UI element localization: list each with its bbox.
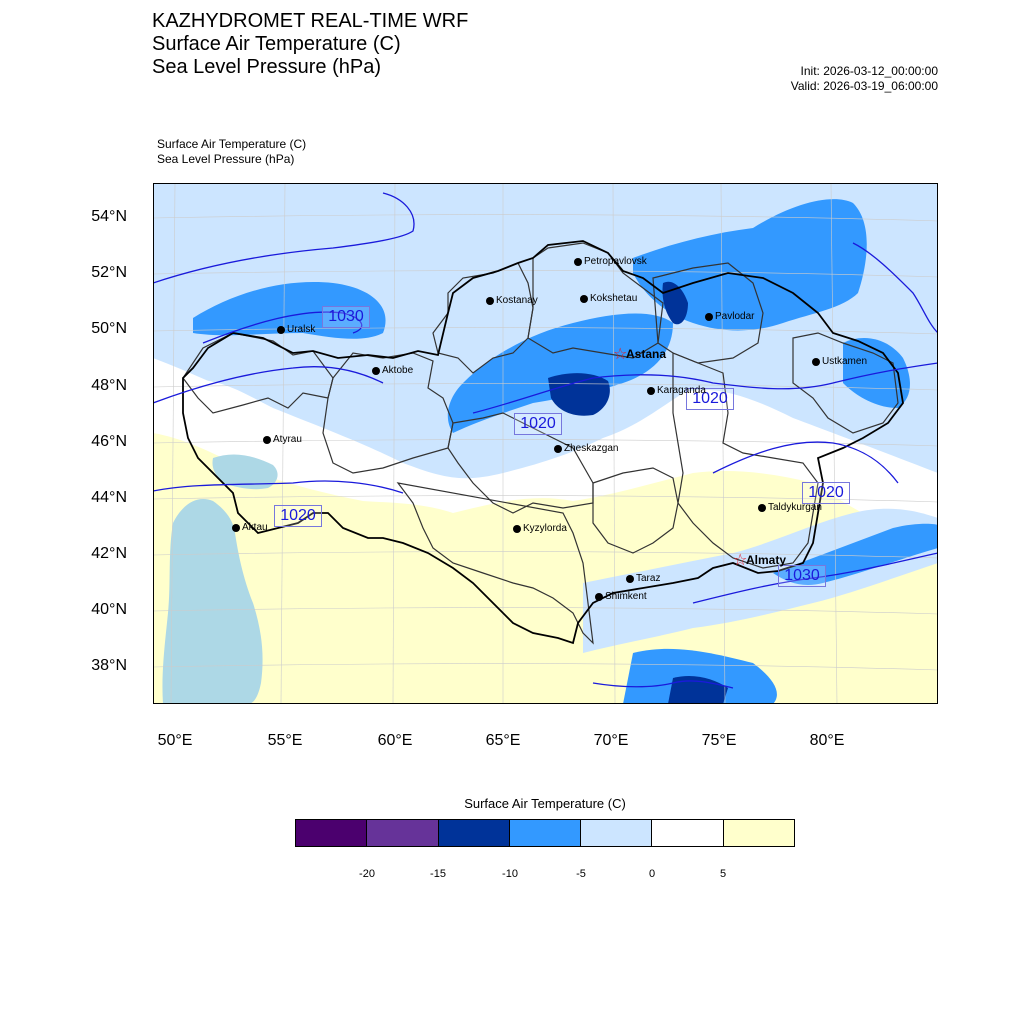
city-label: Taldykurgan <box>768 502 822 513</box>
lon-label-70e: 70°E <box>593 732 629 749</box>
colorbar <box>295 819 795 847</box>
city-dot-marker <box>758 504 766 512</box>
temperature-map <box>153 183 938 704</box>
lat-label-46n: 46°N <box>91 433 127 450</box>
colorbar-tick-label: -5 <box>576 868 586 880</box>
city-label: Shimkent <box>605 591 647 602</box>
isobar-label: 1020 <box>686 388 734 410</box>
city-dot-marker <box>595 593 603 601</box>
isobar-label: 1020 <box>274 505 322 527</box>
colorbar-tick-label: 0 <box>648 868 656 880</box>
colorbar-tick-label: -10 <box>502 868 518 880</box>
city-label: Taraz <box>636 573 661 584</box>
lat-label-42n: 42°N <box>91 545 127 562</box>
city-dot-marker <box>580 295 588 303</box>
city-label: Atyrau <box>273 434 302 445</box>
main-title-line-2: Surface Air Temperature (C) <box>152 33 401 55</box>
city-star-marker: ☆ <box>733 550 748 569</box>
lat-label-48n: 48°N <box>91 377 127 394</box>
city-dot-marker <box>574 258 582 266</box>
city-dot-marker <box>812 358 820 366</box>
lon-label-60e: 60°E <box>377 732 413 749</box>
main-title-line-1: KAZHYDROMET REAL-TIME WRF <box>152 10 469 32</box>
colorbar-swatch <box>652 820 723 846</box>
city-label: Petropavlovsk <box>584 256 647 267</box>
city-dot-marker <box>513 525 521 533</box>
colorbar-swatch <box>439 820 510 846</box>
colorbar-swatch <box>510 820 581 846</box>
lon-label-50e: 50°E <box>157 732 193 749</box>
lat-label-54n: 54°N <box>91 208 127 225</box>
city-label: Zheskazgan <box>564 443 619 454</box>
isobar-label: 1030 <box>778 565 826 587</box>
isobar-label: 1020 <box>514 413 562 435</box>
city-dot-marker <box>647 387 655 395</box>
isobar-label: 1030 <box>322 306 370 328</box>
colorbar-tick-label: -20 <box>359 868 375 880</box>
colorbar-swatch <box>296 820 367 846</box>
city-label: Aktau <box>242 522 268 533</box>
isobar-label: 1020 <box>802 482 850 504</box>
city-label: Ustkamen <box>822 356 868 367</box>
colorbar-swatch <box>724 820 794 846</box>
city-label: Astana <box>626 347 667 361</box>
city-dot-marker <box>263 436 271 444</box>
city-dot-marker <box>626 575 634 583</box>
colorbar-swatch <box>367 820 438 846</box>
lon-label-75e: 75°E <box>701 732 737 749</box>
init-time: Init: 2026-03-12_00:00:00 <box>800 64 938 78</box>
lat-label-40n: 40°N <box>91 601 127 618</box>
city-label: Pavlodar <box>715 311 755 322</box>
lat-label-44n: 44°N <box>91 489 127 506</box>
city-label: Kyzylorda <box>523 523 567 534</box>
city-label: Almaty <box>746 553 787 567</box>
city-star-marker: ☆ <box>613 344 628 363</box>
colorbar-swatch <box>581 820 652 846</box>
city-dot-marker <box>372 367 380 375</box>
lat-label-52n: 52°N <box>91 264 127 281</box>
lat-label-50n: 50°N <box>91 320 127 337</box>
city-dot-marker <box>705 313 713 321</box>
valid-time: Valid: 2026-03-19_06:00:00 <box>790 79 938 93</box>
colorbar-tick-label: 5 <box>719 868 727 880</box>
plot-subtitle-line-2: Sea Level Pressure (hPa) <box>157 152 295 166</box>
city-dot-marker <box>486 297 494 305</box>
city-dot-marker <box>277 326 285 334</box>
lat-label-38n: 38°N <box>91 657 127 674</box>
city-label: Kostanay <box>496 295 538 306</box>
city-label: Uralsk <box>287 324 316 335</box>
colorbar-tick-label: -15 <box>430 868 446 880</box>
city-label: Kokshetau <box>590 293 638 304</box>
lon-label-80e: 80°E <box>809 732 845 749</box>
city-dot-marker <box>232 524 240 532</box>
city-dot-marker <box>554 445 562 453</box>
plot-subtitle-line-1: Surface Air Temperature (C) <box>157 137 307 151</box>
city-label: Aktobe <box>382 365 414 376</box>
city-label: Karaganda <box>657 385 706 396</box>
colorbar-title: Surface Air Temperature (C) <box>464 796 626 811</box>
lon-label-55e: 55°E <box>267 732 303 749</box>
lon-label-65e: 65°E <box>485 732 521 749</box>
main-title-line-3: Sea Level Pressure (hPa) <box>152 56 382 78</box>
